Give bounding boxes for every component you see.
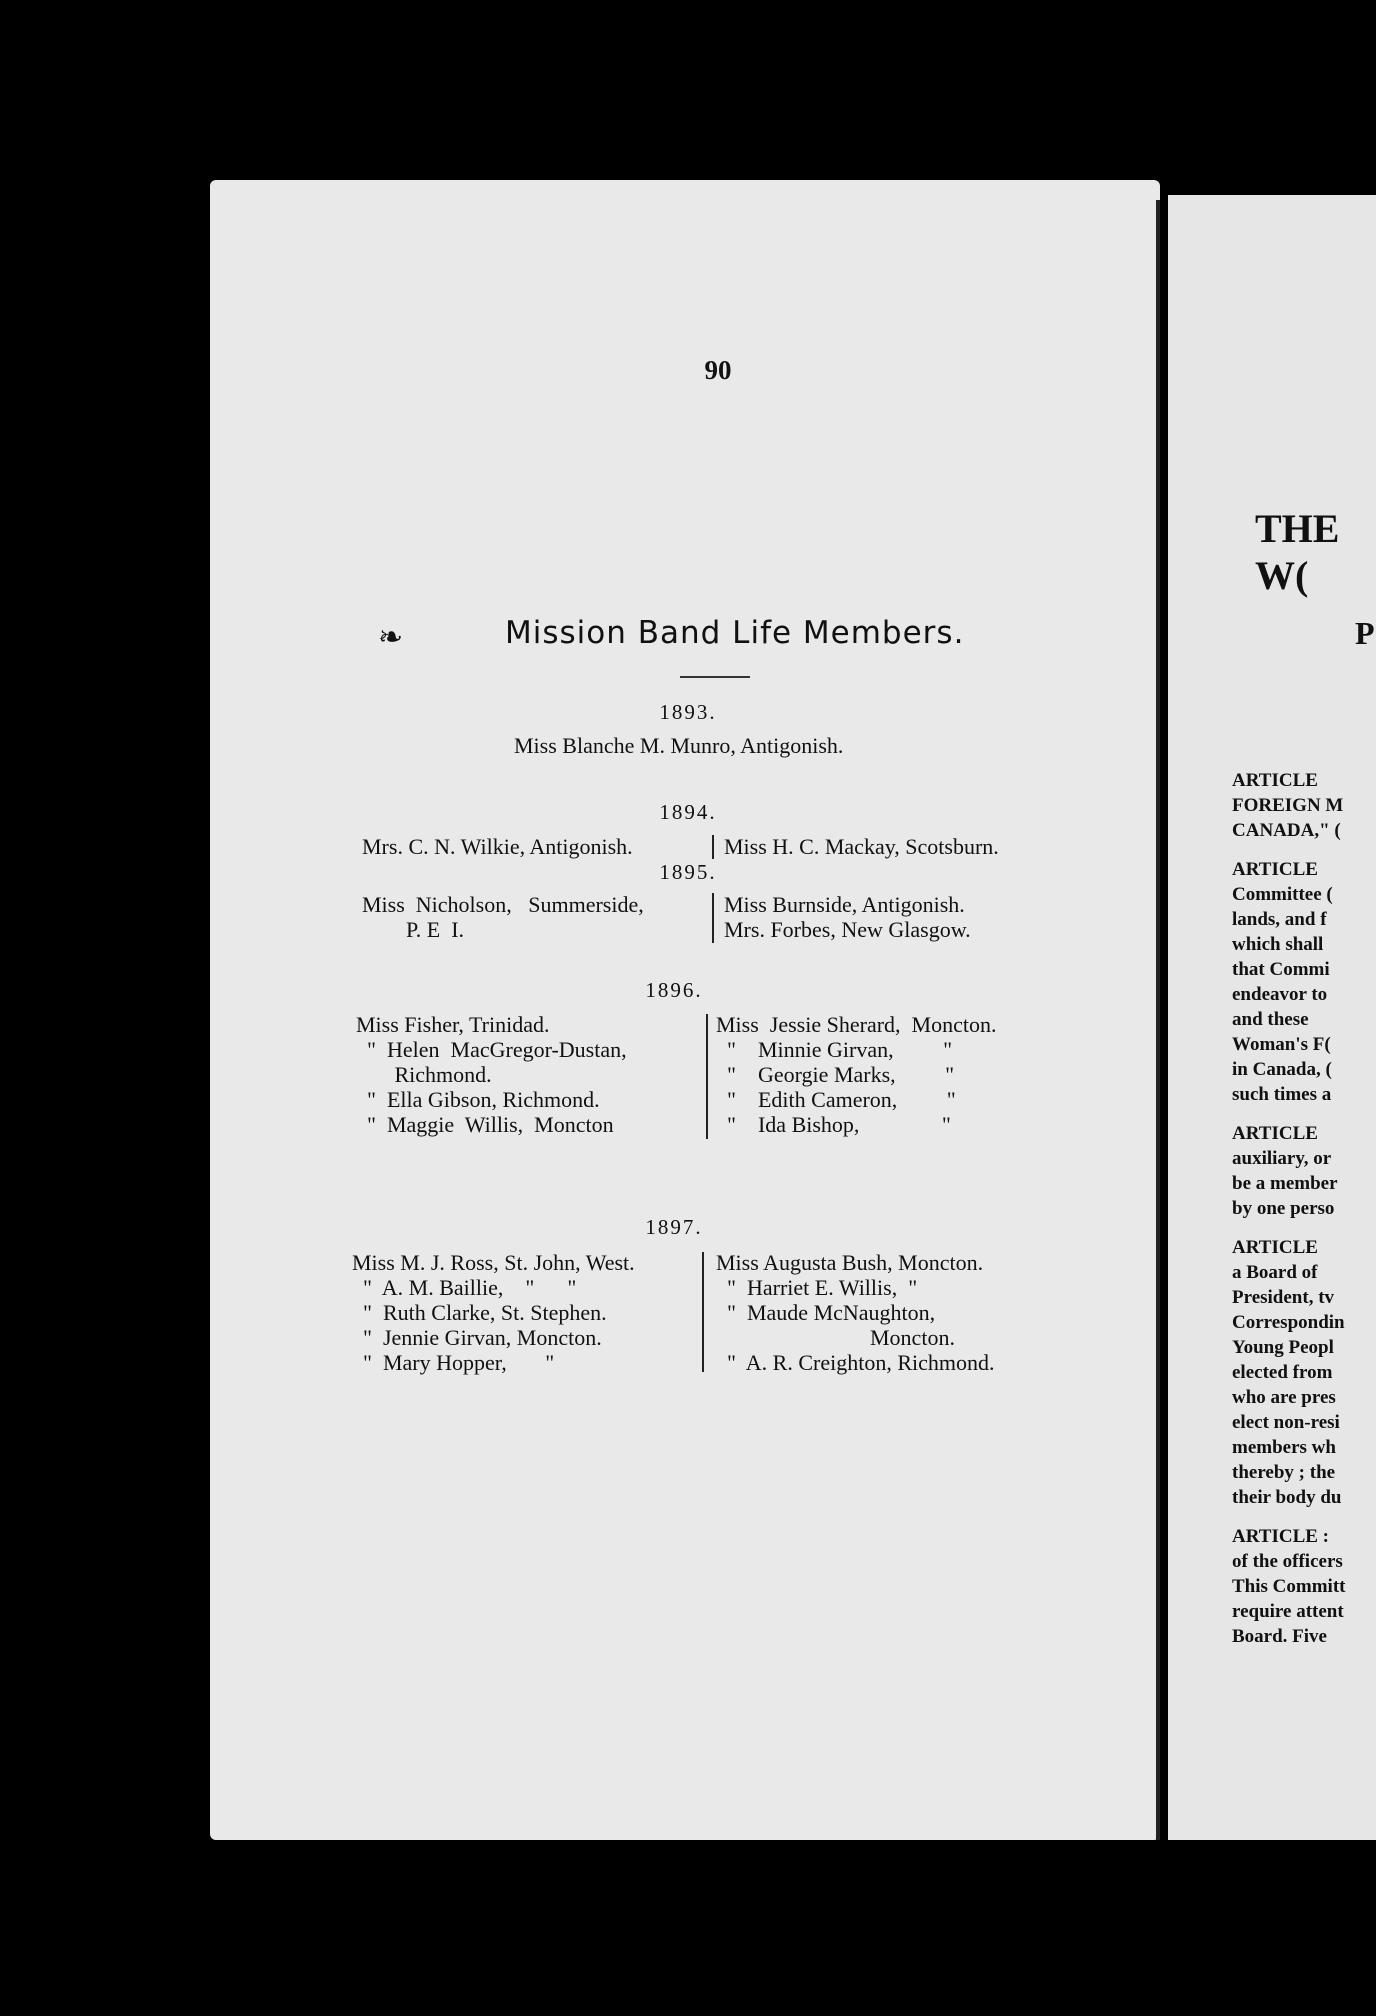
title-rule	[680, 676, 750, 678]
year-1897: 1897.	[645, 1215, 703, 1239]
right-page-line: FOREIGN M	[1232, 795, 1344, 816]
right-page-line: elected from	[1232, 1362, 1333, 1383]
right-page-line: members wh	[1232, 1437, 1336, 1458]
right-page-line: ARTICLE :	[1232, 1526, 1329, 1547]
members-1897-right: Miss Augusta Bush, Moncton. " Harriet E. Willis, " " Maude McNaughton, Moncton. " A. R. Creighton, Richmond.	[716, 1250, 995, 1375]
right-page-subheading: P	[1355, 615, 1375, 651]
page-number: 90	[704, 355, 732, 385]
right-page-line: which shall	[1232, 934, 1324, 955]
members-1896-left: Miss Fisher, Trinidad. " Helen MacGregor-Dustan, Richmond. " Ella Gibson, Richmond. " Maggie Willis, Moncton	[356, 1012, 627, 1137]
members-1895-left: Miss Nicholson, Summerside, P. E I.	[362, 892, 644, 942]
right-page-line: lands, and f	[1232, 909, 1327, 930]
member-1894-right: Miss H. C. Mackay, Scotsburn.	[724, 834, 999, 859]
right-page-line: Board. Five	[1232, 1626, 1327, 1647]
member-1894-left: Mrs. C. N. Wilkie, Antigonish.	[362, 834, 633, 859]
members-1896-right: Miss Jessie Sherard, Moncton. " Minnie Girvan, " " Georgie Marks, " " Edith Cameron, " " Ida Bishop, "	[716, 1012, 997, 1137]
page-gutter	[1156, 200, 1160, 1840]
right-page-line: Young Peopl	[1232, 1337, 1334, 1358]
right-page-line: ARTICLE	[1232, 1123, 1318, 1144]
right-page-line: that Commi	[1232, 959, 1330, 980]
right-page-line: thereby ; the	[1232, 1462, 1336, 1483]
members-1895-right: Miss Burnside, Antigonish. Mrs. Forbes, New Glasgow.	[724, 892, 971, 942]
right-page-line: ARTICLE	[1232, 770, 1318, 791]
year-1894: 1894.	[659, 800, 717, 824]
right-page-line: Committee (	[1232, 884, 1333, 905]
right-page-line: be a member	[1232, 1173, 1338, 1194]
right-page-line: require attent	[1232, 1601, 1344, 1622]
right-page-line: President, tv	[1232, 1287, 1335, 1308]
right-page-line: in Canada, (	[1232, 1059, 1332, 1080]
left-page	[210, 180, 1160, 1840]
right-page-line: such times a	[1232, 1084, 1332, 1105]
year-1895: 1895.	[659, 860, 717, 884]
right-page-line: CANADA," (	[1232, 820, 1341, 841]
members-1897-left: Miss M. J. Ross, St. John, West. " A. M. Baillie, " " " Ruth Clarke, St. Stephen. " Jennie Girvan, Moncton. " Mary Hopper, "	[352, 1250, 635, 1375]
column-divider	[712, 835, 714, 859]
right-page-line: by one perso	[1232, 1198, 1335, 1219]
right-page-line: elect non-resi	[1232, 1412, 1340, 1433]
right-page-line: auxiliary, or	[1232, 1148, 1332, 1169]
year-1896: 1896.	[645, 978, 703, 1002]
ornament-icon: ❧	[378, 621, 404, 654]
right-page-heading: THE W(	[1255, 506, 1340, 598]
right-page-line: their body du	[1232, 1487, 1342, 1508]
column-divider	[706, 1014, 708, 1139]
right-page-line: endeavor to	[1232, 984, 1328, 1005]
right-page-line: of the officers	[1232, 1551, 1343, 1572]
right-page-line: This Committ	[1232, 1576, 1346, 1597]
column-divider	[712, 893, 714, 943]
column-divider	[702, 1252, 704, 1372]
right-page-line: a Board of	[1232, 1262, 1318, 1283]
right-page-line: who are pres	[1232, 1387, 1336, 1408]
section-title: Mission Band Life Members.	[505, 615, 965, 651]
member-1893: Miss Blanche M. Munro, Antigonish.	[514, 733, 844, 758]
right-page-line: Woman's F(	[1232, 1034, 1331, 1055]
right-page-line: and these	[1232, 1009, 1309, 1030]
year-1893: 1893.	[659, 700, 717, 724]
right-page-line: Correspondin	[1232, 1312, 1345, 1333]
right-page-line: ARTICLE	[1232, 859, 1318, 880]
right-page-line: ARTICLE	[1232, 1237, 1318, 1258]
